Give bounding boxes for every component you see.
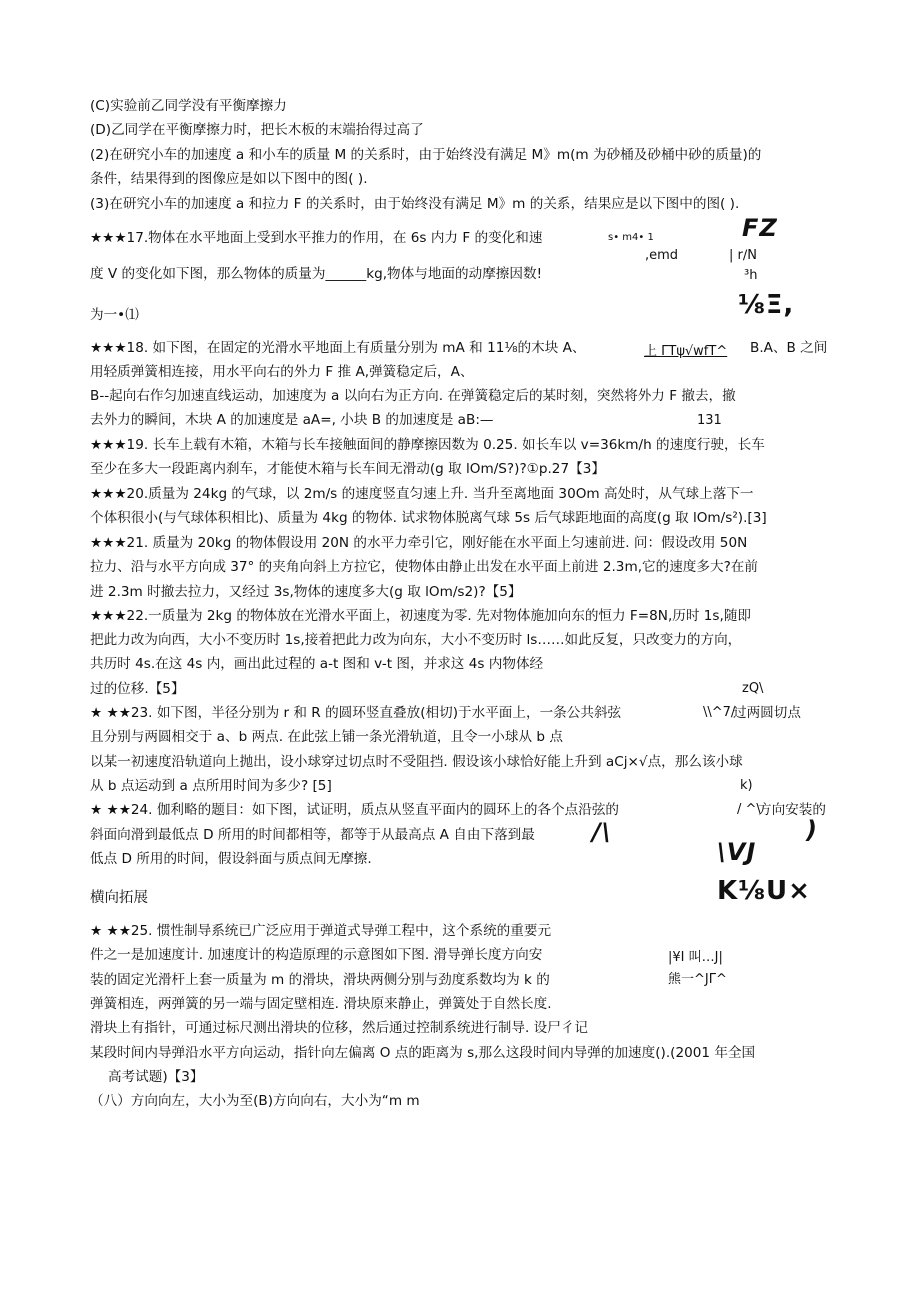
figure-fragment: 熊一^JΓ^ bbox=[668, 972, 727, 987]
figure-fragment: s• m4• 1 bbox=[608, 232, 654, 243]
text-line: 件之一是加速度计. 加速度计的构造原理的示意图如下图. 滑导弹长度方向安 bbox=[90, 947, 543, 963]
text-line: B--起向右作匀加速直线运动，加速度为 a 以向右为正方向. 在弹簧稳定后的某时刻，突然将外力 F 撤去，撤 bbox=[90, 388, 736, 404]
question-18: ★★★18. 如下图，在固定的光滑水平地面上有质量分别为 mA 和 11⅛的木块 A、 bbox=[90, 340, 586, 356]
text-line: 个体积很小(与气球体积相比)、质量为 4kg 的物体. 试求物体脱离气球 5s 后气球距地面的高度(g 取 lOm/s²).[3] bbox=[90, 510, 767, 526]
figure-fragment: / ^\ bbox=[737, 802, 761, 817]
text-line: (3)在研究小车的加速度 a 和拉力 F 的关系时，由于始终没有满足 M》m 的关系，结果应是以下图中的图( ). bbox=[90, 196, 740, 212]
text-line: 拉力、沿与水平方向成 37° 的夹角向斜上方拉它，使物体由静止出发在水平面上前进 2.3m,它的速度多大?在前 bbox=[90, 559, 758, 575]
text-line: 过两圆切点 bbox=[733, 705, 801, 721]
text-line: 装的固定光滑杆上套一质量为 m 的滑块，滑块两侧分别与劲度系数均为 k 的 bbox=[90, 972, 550, 988]
question-25: ★ ★★25. 惯性制导系统已广泛应用于弹道式导弹工程中，这个系统的重要元 bbox=[90, 923, 552, 939]
figure-fragment: /\ bbox=[592, 818, 612, 846]
answer-options: （八）方向向左，大小为至(B)方向向右，大小为“m m bbox=[90, 1093, 420, 1109]
question-22: ★★★22.一质量为 2kg 的物体放在光滑水平面上，初速度为零. 先对物体施加向东的恒力 F=8N,历时 1s,随即 bbox=[90, 608, 752, 624]
figure-fragment: 上 ΓTψ√wfT^ bbox=[644, 344, 728, 359]
section-heading: 横向拓展 bbox=[90, 890, 148, 906]
figure-fragment: 131 bbox=[697, 413, 722, 428]
figure-fragment: K⅛U× bbox=[717, 876, 811, 906]
figure-fragment: zQ\ bbox=[742, 681, 764, 696]
text-line: 斜面向滑到最低点 D 所用的时间都相等，都等于从最高点 A 自由下落到最 bbox=[90, 827, 535, 843]
text-line: (2)在研究小车的加速度 a 和小车的质量 M 的关系时，由于始终没有满足 M》m(m 为砂桶及砂桶中砂的质量)的 bbox=[90, 147, 762, 163]
text-line: B.A、B 之间 bbox=[750, 340, 828, 356]
figure-fragment: FZ bbox=[742, 214, 778, 242]
question-21: ★★★21. 质量为 20kg 的物体假设用 20N 的水平力牵引它，刚好能在水平面上匀速前进. 问：假设改用 50N bbox=[90, 535, 748, 551]
text-line: (C)实验前乙同学没有平衡摩擦力 bbox=[90, 98, 287, 114]
text-line: 高考试题)【3】 bbox=[108, 1069, 204, 1085]
figure-fragment: k) bbox=[740, 778, 753, 793]
text-line: 用轻质弹簧相连接，用水平向右的外力 F 推 A,弹簧稳定后，A、 bbox=[90, 364, 474, 380]
figure-fragment: ,emd bbox=[645, 248, 679, 263]
text-line: 把此力改为向西，大小不变历时 1s,接着把此力改为向东，大小不变历时 ls……如此反复，只改变力的方向， bbox=[90, 632, 742, 648]
text-line: 方向安装的 bbox=[758, 802, 826, 818]
text-line: 度 V 的变化如下图，那么物体的质量为______kg,物体与地面的动摩擦因数! bbox=[90, 266, 543, 282]
text-line: 共历时 4s.在这 4s 内，画出此过程的 a-t 图和 v-t 图，并求这 4s 内物体经 bbox=[90, 656, 544, 672]
text-line: 低点 D 所用的时间，假设斜面与质点间无摩擦. bbox=[90, 851, 372, 867]
figure-fragment: ³h bbox=[744, 268, 758, 283]
question-24: ★ ★★24. 伽利略的题目：如下图，试证明，质点从竖直平面内的圆环上的各个点沿弦的 bbox=[90, 802, 620, 818]
text-line: 为一•⑴ bbox=[90, 307, 139, 323]
question-23: ★ ★★23. 如下图，半径分别为 r 和 R 的圆环竖直叠放(相切)于水平面上，一条公共斜弦 bbox=[90, 705, 622, 721]
text-line: 从 b 点运动到 a 点所用时间为多少? [5] bbox=[90, 778, 332, 794]
figure-fragment: ) bbox=[806, 816, 818, 844]
text-line: 滑块上有指针，可通过标尺测出滑块的位移，然后通过控制系统进行制导. 设尸彳记 bbox=[90, 1020, 589, 1036]
question-19: ★★★19. 长车上载有木箱，木箱与长车接触面间的静摩擦因数为 0.25. 如长车以 v=36km∕h 的速度行驶，长车 bbox=[90, 437, 765, 453]
figure-fragment: \VJ bbox=[717, 838, 757, 866]
text-line: 某段时间内导弹沿水平方向运动，指针向左偏离 O 点的距离为 s,那么这段时间内导弹的加速度().(2001 年全国 bbox=[90, 1045, 756, 1061]
figure-fragment: ⅛Ξ, bbox=[738, 290, 795, 320]
text-line: 以某一初速度沿轨道向上抛出，设小球穿过切点时不受阻挡. 假设该小球恰好能上升到 aCj×√点，那么该小球 bbox=[90, 754, 743, 770]
figure-fragment: | r∕N bbox=[729, 248, 757, 263]
text-line: (D)乙同学在平衡摩擦力时，把长木板的末端抬得过高了 bbox=[90, 122, 424, 138]
text-line: 去外力的瞬间，木块 A 的加速度是 aA=, 小块 B 的加速度是 aB:— bbox=[90, 412, 494, 428]
figure-fragment: \\^7∕ bbox=[703, 705, 736, 720]
text-line: 进 2.3m 时撤去拉力，又经过 3s,物体的速度多大(g 取 lOm∕s2)?【5】 bbox=[90, 584, 522, 600]
text-line: 条件，结果得到的图像应是如以下图中的图( ). bbox=[90, 171, 368, 187]
figure-fragment: |¥I 叫…J| bbox=[668, 950, 723, 965]
question-17: ★★★17.物体在水平地面上受到水平推力的作用，在 6s 内力 F 的变化和速 bbox=[90, 230, 543, 246]
question-20: ★★★20.质量为 24kg 的气球，以 2m∕s 的速度竖直匀速上升. 当升至离地面 30Om 高处时，从气球上落下一 bbox=[90, 486, 754, 502]
text-line: 且分别与两圆相交于 a、b 两点. 在此弦上铺一条光滑轨道，且令一小球从 b 点 bbox=[90, 729, 563, 745]
text-line: 过的位移.【5】 bbox=[90, 681, 185, 697]
text-line: 至少在多大一段距离内刹车，才能使木箱与长车间无滑动(g 取 lOm/S?)?①p.27【3】 bbox=[90, 461, 605, 477]
text-line: 弹簧相连，两弹簧的另一端与固定壁相连. 滑块原来静止，弹簧处于自然长度. bbox=[90, 996, 552, 1012]
